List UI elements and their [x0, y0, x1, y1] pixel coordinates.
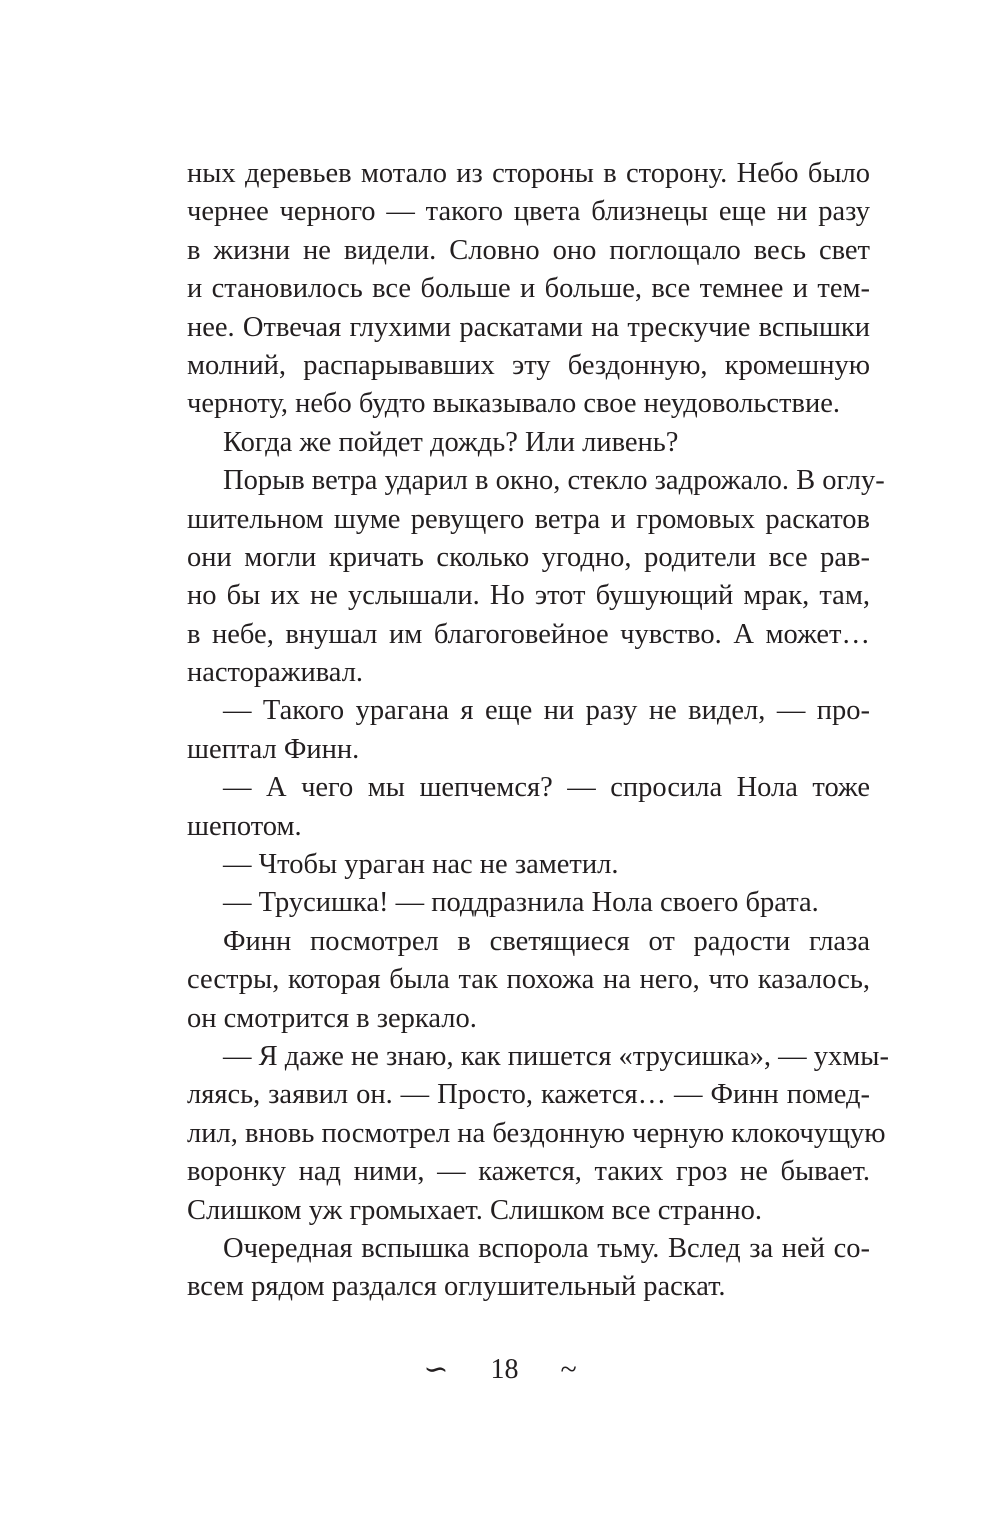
text-line: ных деревьев мотало из стороны в сторону. Небо было: [187, 158, 870, 189]
text-line: настораживал.: [187, 657, 364, 689]
text-line: черноту, небо будто выказывало свое неудовольствие.: [187, 388, 840, 420]
text-line: ляясь, заявил он. — Просто, кажется… — Финн помед-: [187, 1079, 870, 1111]
text-line: сестры, которая была так похожа на него, что казалось,: [187, 964, 870, 996]
left-ornament-icon: ∽: [423, 1353, 449, 1386]
text-line: лил, вновь посмотрел на бездонную черную клокочущую: [187, 1117, 886, 1149]
text-line: — Я даже не знаю, как пишется «трусишка», — ухмы-: [223, 1040, 889, 1072]
text-line: шептал Финн.: [187, 733, 360, 765]
text-line: Очередная вспышка вспорола тьму. Вслед за ней со-: [223, 1232, 870, 1264]
text-line: — А чего мы шепчемся? — спросила Нола тоже: [223, 772, 870, 804]
text-line: молний, распарывавших эту бездонную, кромешную: [187, 349, 870, 381]
text-line: они могли кричать сколько угодно, родители все рав-: [187, 541, 870, 573]
text-line: — Трусишка! — поддразнила Нола своего брата.: [223, 887, 819, 919]
text-line: Когда же пойдет дождь? Или ливень?: [223, 426, 679, 458]
text-line: — Чтобы ураган нас не заметил.: [223, 849, 619, 881]
text-line: но бы их не услышали. Но этот бушующий мрак, там,: [187, 580, 870, 612]
text-line: всем рядом раздался оглушительный раскат.: [187, 1271, 726, 1303]
text-line: Порыв ветра ударил в окно, стекло задрожало. В оглу-: [223, 465, 885, 497]
text-line: шепотом.: [187, 810, 302, 842]
text-line: Финн посмотрел в светящиеся от радости глаза: [223, 925, 870, 957]
text-line: Слишком уж громыхает. Слишком все странно.: [187, 1194, 762, 1226]
text-line: в небе, внушал им благоговейное чувство. А может…: [187, 618, 870, 650]
text-line: воронку над ними, — кажется, таких гроз не бывает.: [187, 1156, 870, 1188]
page-number: 18: [490, 1354, 519, 1385]
page-footer: [0, 1348, 1000, 1392]
body-text: [187, 155, 889, 1307]
text-line: он смотрится в зеркало.: [187, 1002, 477, 1034]
text-line: шительном шуме ревущего ветра и громовых раскатов: [187, 503, 870, 535]
text-line: нее. Отвечая глухими раскатами на трескучие вспышки: [187, 311, 870, 343]
text-line: в жизни не видели. Словно оно поглощало весь свет: [187, 234, 870, 266]
right-ornament-icon: ~: [560, 1353, 577, 1386]
text-line: — Такого урагана я еще ни разу не видел, — про-: [223, 695, 870, 727]
text-line: чернее черного — такого цвета близнецы еще ни разу: [187, 196, 870, 228]
text-line: и становилось все больше и больше, все темнее и тем-: [187, 273, 870, 305]
